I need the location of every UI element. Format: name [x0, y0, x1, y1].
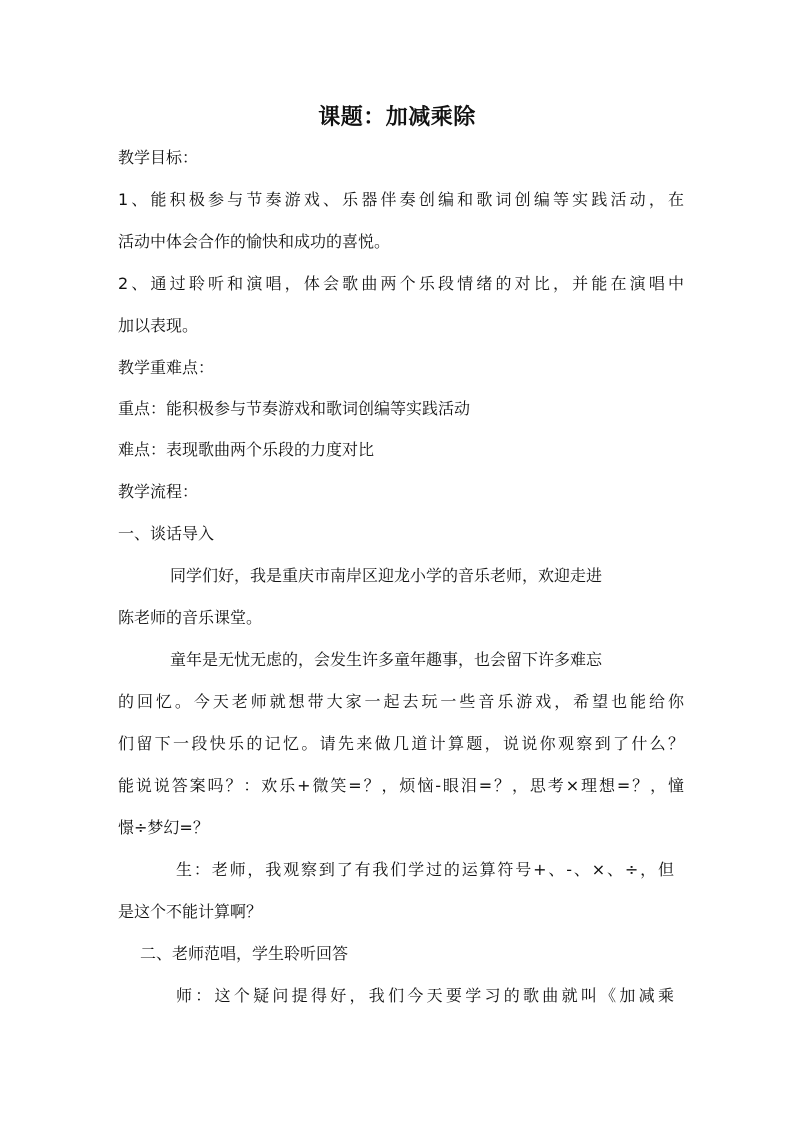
difficulty-text: 难点：表现歌曲两个乐段的力度对比 [118, 440, 375, 459]
paragraph-greeting-line-1: 同学们好，我是重庆市南岸区迎龙小学的音乐老师，欢迎走进 [170, 566, 603, 585]
section-heading-process: 教学流程： [118, 482, 199, 501]
paragraph-childhood-line-2: 的回忆。今天老师就想带大家一起去玩一些音乐游戏，希望也能给你 [118, 692, 684, 711]
step-heading-introduction: 一、谈话导入 [118, 524, 215, 543]
section-heading-key-points: 教学重难点： [118, 358, 215, 377]
key-point-text: 重点：能积极参与节奏游戏和歌词创编等实践活动 [118, 399, 471, 418]
lesson-title: 课题：加减乘除 [318, 105, 476, 130]
paragraph-childhood-line-4: 能说说答案吗？：欢乐+微笑=？，烦恼-眼泪=？，思考×理想=？，憧 [118, 776, 684, 795]
student-response-line-1: 生：老师，我观察到了有我们学过的运算符号+、-、×、÷，但 [176, 860, 674, 879]
objective-2-line-1: 2、通过聆听和演唱，体会歌曲两个乐段情绪的对比，并能在演唱中 [118, 274, 684, 293]
student-response-line-2: 是这个不能计算啊？ [118, 902, 263, 921]
section-heading-objectives: 教学目标： [118, 148, 199, 167]
teacher-response-line-1: 师：这个疑问提得好，我们今天要学习的歌曲就叫《加减乘 [176, 986, 674, 1005]
paragraph-childhood-line-1: 童年是无忧无虑的，会发生许多童年趣事，也会留下许多难忘 [170, 650, 603, 669]
objective-1-line-2: 活动中体会合作的愉快和成功的喜悦。 [118, 232, 391, 251]
objective-1-line-1: 1、能积极参与节奏游戏、乐器伴奏创编和歌词创编等实践活动，在 [118, 190, 684, 209]
paragraph-childhood-line-3: 们留下一段快乐的记忆。请先来做几道计算题，说说你观察到了什么？ [118, 734, 684, 753]
objective-2-line-2: 加以表现。 [118, 316, 199, 335]
paragraph-greeting-line-2: 陈老师的音乐课堂。 [118, 608, 263, 627]
step-heading-demonstration: 二、老师范唱，学生聆听回答 [140, 944, 349, 963]
paragraph-childhood-line-5: 憬÷梦幻=？ [118, 818, 209, 837]
